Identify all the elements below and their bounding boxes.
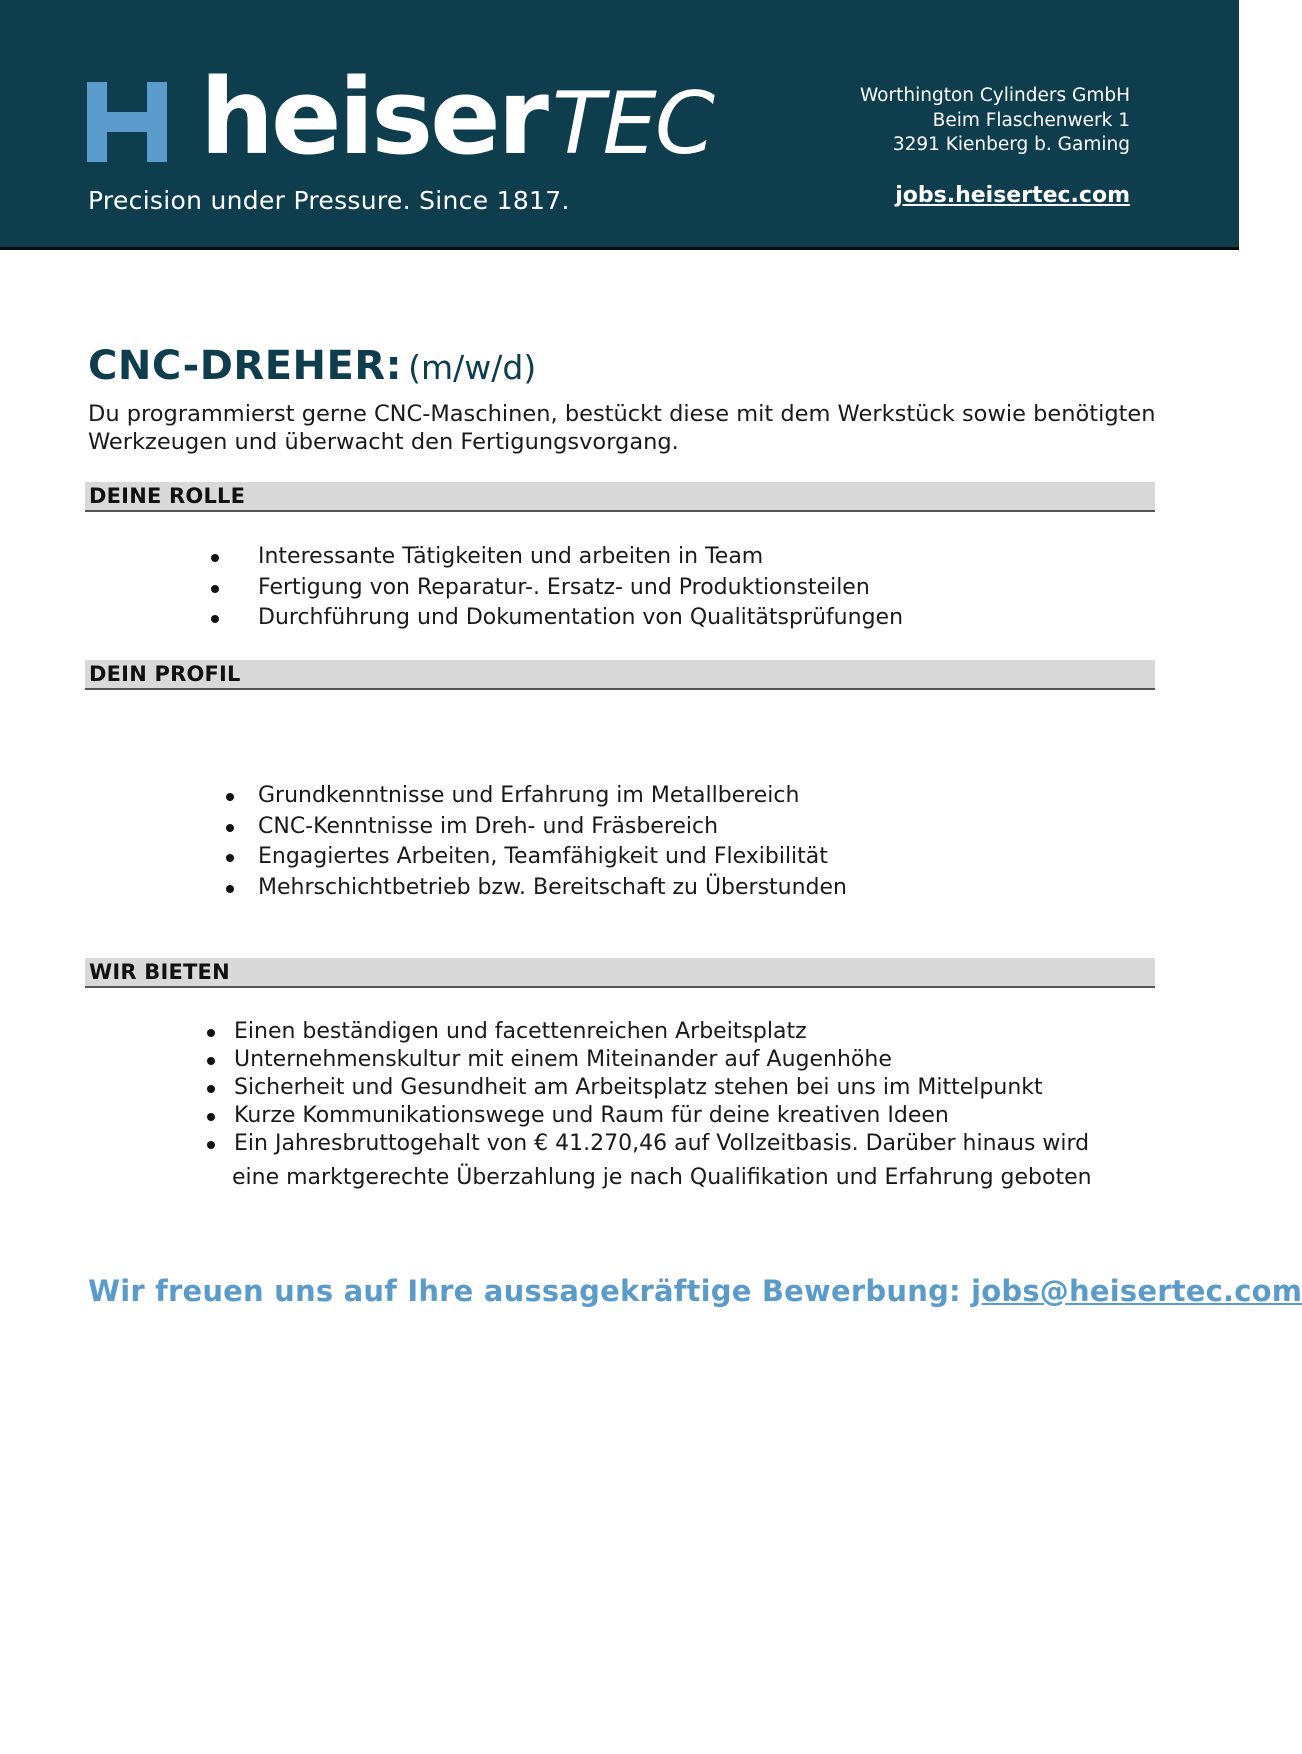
address-line: Beim Flaschenwerk 1 [932, 109, 1130, 131]
logo-text-light: TEC [551, 74, 713, 174]
list-item: Ein Jahresbruttogehalt von € 41.270,46 auf Vollzeitbasis. Darüber hinaus wird [234, 1130, 1092, 1158]
bullet-icon [211, 615, 219, 623]
list-item: Fertigung von Reparatur-. Ersatz- und Produktionsteilen [258, 573, 903, 604]
profil-list [258, 781, 847, 903]
section-heading-rolle: DEINE ROLLE [85, 482, 1155, 512]
bieten-list [234, 1018, 1092, 1192]
list-item: Interessante Tätigkeiten und arbeiten in Team [258, 542, 903, 573]
job-title [88, 343, 536, 389]
header-banner [0, 0, 1239, 250]
address-line: Worthington Cylinders GmbH [859, 85, 1130, 106]
bullet-icon [211, 554, 219, 562]
logo-text-bold: heiser [200, 56, 546, 178]
cta-text: Wir freuen uns auf Ihre aussagekräftige Bewerbung: [88, 1274, 961, 1308]
section-heading-bieten: WIR BIETEN [85, 958, 1155, 988]
list-item-continuation: eine marktgerechte Überzahlung je nach Qualifikation und Erfahrung geboten [232, 1165, 1092, 1190]
bullet-icon [226, 793, 234, 801]
list-item: Sicherheit und Gesundheit am Arbeitsplatz stehen bei uns im Mittelpunkt [234, 1074, 1092, 1102]
website-link[interactable]: jobs.heisertec.com [895, 183, 1130, 208]
list-item: Grundkenntnisse und Erfahrung im Metallbereich [258, 781, 847, 812]
job-intro: Du programmierst gerne CNC-Maschinen, bestückt diese mit dem Werkstück sowie benötigten Werkzeugen und überwacht den Fertigungsvorgang. [88, 401, 1156, 455]
address-line: 3291 Kienberg b. Gaming [892, 134, 1130, 155]
application-call-to-action [88, 1274, 1302, 1308]
job-title-main: CNC-DREHER: [88, 343, 403, 389]
bullet-icon [207, 1113, 215, 1121]
bullet-icon [226, 824, 234, 832]
company-address [860, 84, 1130, 158]
list-item: Kurze Kommunikationswege und Raum für deine kreativen Ideen [234, 1102, 1092, 1130]
rolle-list [258, 542, 903, 634]
list-item: CNC-Kenntnisse im Dreh- und Fräsbereich [258, 812, 847, 843]
logo-wordmark [200, 56, 713, 179]
list-item: Unternehmenskultur mit einem Miteinander auf Augenhöhe [234, 1046, 1092, 1074]
bullet-icon [207, 1141, 215, 1149]
bullet-icon [207, 1085, 215, 1093]
tagline: Precision under Pressure. Since 1817. [88, 186, 570, 215]
application-email-link[interactable]: jobs@heisertec.com [971, 1274, 1302, 1308]
list-item: Einen beständigen und facettenreichen Arbeitsplatz [234, 1018, 1092, 1046]
bullet-icon [226, 854, 234, 862]
job-title-gender: (m/w/d) [408, 348, 537, 387]
bullet-icon [207, 1029, 215, 1037]
heisertec-logo-icon [87, 82, 167, 162]
bullet-icon [207, 1057, 215, 1065]
bullet-icon [211, 585, 219, 593]
section-heading-profil: DEIN PROFIL [85, 660, 1155, 690]
list-item: Engagiertes Arbeiten, Teamfähigkeit und Flexibilität [258, 842, 847, 873]
list-item: Mehrschichtbetrieb bzw. Bereitschaft zu Überstunden [258, 873, 847, 904]
list-item: Durchführung und Dokumentation von Qualitätsprüfungen [258, 603, 903, 634]
bullet-icon [226, 885, 234, 893]
